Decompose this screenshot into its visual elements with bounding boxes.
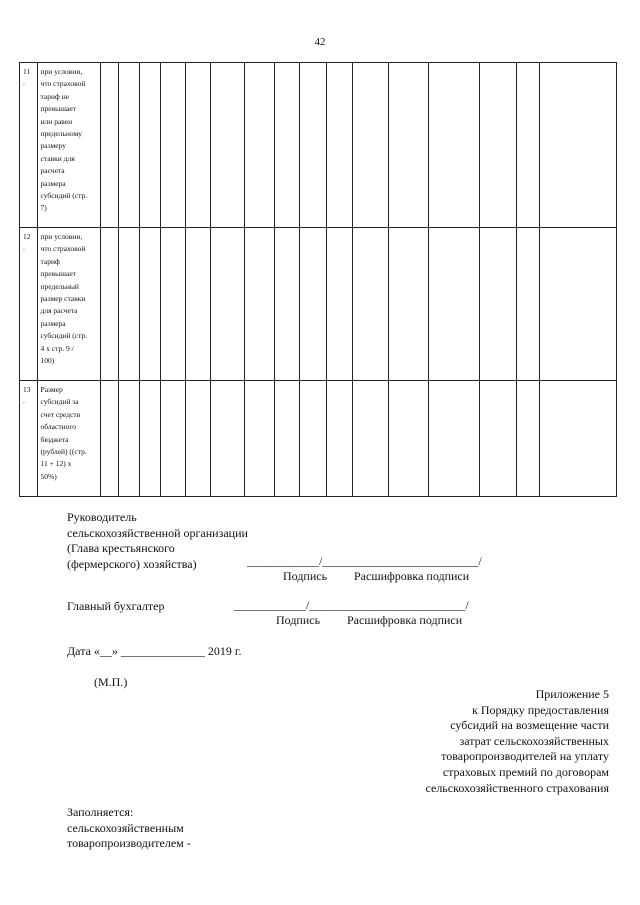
row-number: 11 . [20,63,38,228]
head-role: Руководитель сельскохозяйственной организации (Глава крестьянского (фермерского) хозяйства) [67,510,248,571]
head-caption-signature: Подпись [283,569,328,583]
row-description: при условии, что страховой тариф превышает предельный размер ставки для расчета размера субсидий (стр. 4 x стр. 9 / 100) [37,228,100,381]
date-line: Дата «__» ______________ 2019 г. [67,644,242,658]
accountant-signature-line: ____________/__________________________/ [234,598,469,612]
head-signature-line: ____________/__________________________/ [247,554,482,568]
row-description: Размер субсидий за счет средств областного бюджета (рублей) ((стр. 11 + 12) x 50%) [37,381,100,497]
accountant-role: Главный бухгалтер [67,599,165,613]
accountant-caption-decode: Расшифровка подписи [347,613,463,627]
subsidy-table [19,62,617,497]
row-number: 12 . [20,228,38,381]
page-number: 42 [314,36,326,48]
fill-note: Заполняется: сельскохозяйственным товаропроизводителем - [67,805,191,850]
table-row-11 [20,63,617,228]
accountant-caption-signature: Подпись [276,613,321,627]
appendix-heading: Приложение 5 к Порядку предоставления субсидий на возмещение части затрат сельскохозяйственных товаропроизводителей на уплату страховых премий по договорам сельскохозяйственного страхования [425,687,609,795]
table-row-12 [20,228,617,381]
row-description: при условии, что страховой тариф не превышает или равен предельному размеру ставки для расчета размера субсидий (стр. 7) [37,63,100,228]
seal-placeholder: (М.П.) [94,675,128,689]
row-number: 13 . [20,381,38,497]
table-row-13 [20,381,617,497]
head-caption-decode: Расшифровка подписи [354,569,470,583]
